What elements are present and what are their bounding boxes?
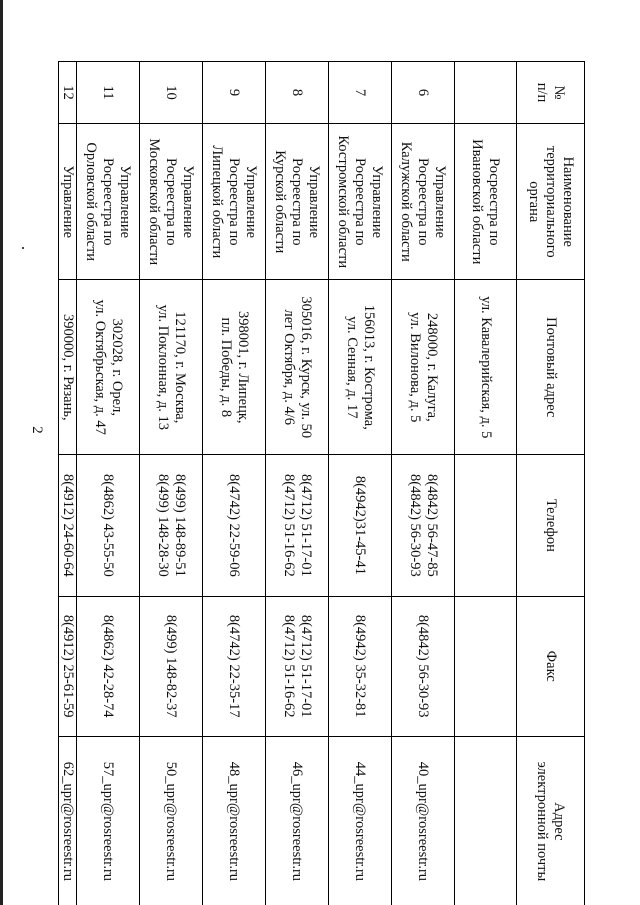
cell-fax-line: 8(4712) 51-16-62 <box>281 614 297 718</box>
cell-authority-name-line: Росреестра по <box>415 157 432 246</box>
cell-email <box>59 736 77 905</box>
cell-postal-address-line: ул. Сенная, д. 17 <box>344 316 360 419</box>
cell-authority-name <box>455 124 517 280</box>
cell-fax <box>266 596 329 736</box>
cell-number-text: 7 <box>352 88 369 97</box>
cell-number-text: 8 <box>289 88 306 97</box>
cell-authority-name-line: Липецкой области <box>209 145 226 259</box>
cell-authority-name-line: Росреестра по <box>100 157 117 246</box>
cell-authority-name <box>392 124 455 280</box>
header-phone: Телефон <box>517 455 585 596</box>
cell-postal-address-line: 398001, г. Липецк, <box>235 311 251 424</box>
cell-fax <box>77 596 140 736</box>
cell-fax-line: 8(499) 148-82-37 <box>163 614 180 718</box>
cell-email-text: 50_upr@rosreestr.ru <box>163 761 180 882</box>
cell-authority-name-line: Росреестра по <box>289 157 306 246</box>
cell-email <box>392 736 455 905</box>
table-row <box>203 62 266 905</box>
cell-authority-name <box>266 124 329 280</box>
cell-postal-address <box>329 280 392 455</box>
table-row <box>59 62 77 905</box>
cell-authority-name-line: Орловской области <box>83 142 100 262</box>
cell-postal-address-line: лет Октября, д. 4/6 <box>281 309 297 426</box>
table-row <box>140 62 203 905</box>
cell-number <box>266 62 329 124</box>
cell-number <box>77 62 140 124</box>
cell-email-text: 44_upr@rosreestr.ru <box>352 761 369 882</box>
cell-phone <box>59 455 77 596</box>
cell-authority-name <box>59 124 77 280</box>
cell-authority-name-line: Управление <box>180 165 197 239</box>
cell-phone-line: 8(4742) 22-59-06 <box>226 474 243 577</box>
header-email: Адрес электронной почты <box>517 736 585 905</box>
table-row <box>77 62 140 905</box>
cell-postal-address-line: пл. Победы, д. 8 <box>218 317 234 418</box>
rotated-table-container <box>58 61 585 905</box>
cell-fax <box>455 596 517 736</box>
cell-fax-line: 8(4942) 35-32-81 <box>352 614 369 718</box>
cell-email-text: 46_upr@rosreestr.ru <box>289 761 306 882</box>
cell-authority-name-line: Росреестра по <box>163 157 180 246</box>
page-number: 2 <box>29 426 45 434</box>
table-row <box>329 62 392 905</box>
cell-postal-address-line: 305016, г. Курск, ул. 50 <box>298 296 314 439</box>
table-row <box>392 62 455 905</box>
cell-number <box>59 62 77 124</box>
cell-fax-line: 8(4842) 56-30-93 <box>415 614 432 718</box>
cell-phone-line: 8(4712) 51-17-01 <box>298 474 314 577</box>
cell-authority-name <box>329 124 392 280</box>
cell-postal-address-line: ул. Вилонова, д. 5 <box>407 312 423 423</box>
cell-phone <box>77 455 140 596</box>
scan-edge-line <box>0 0 3 905</box>
header-fax: Факс <box>517 596 585 736</box>
cell-postal-address-line: 302028, г. Орел, <box>109 318 125 416</box>
cell-phone <box>392 455 455 596</box>
cell-email <box>203 736 266 905</box>
header-authority-name: Наименование территориального органа <box>517 124 585 280</box>
cell-postal-address-line: ул. Кавалерийская, д. 5 <box>478 296 494 439</box>
cell-authority-name <box>77 124 140 280</box>
cell-authority-name-line: Управление <box>369 165 386 239</box>
cell-authority-name-line: Росреестра по <box>352 157 369 246</box>
cell-postal-address-line: 248000, г. Калуга, <box>424 312 440 422</box>
table-row <box>266 62 329 905</box>
cell-authority-name-line: Калужской области <box>398 141 415 262</box>
cell-postal-address <box>59 280 77 455</box>
cell-email-text: 62_upr@rosreestr.ru <box>60 761 76 882</box>
cell-number-text: 6 <box>415 88 432 97</box>
cell-phone-line: 8(4942)31-45-41 <box>352 475 369 575</box>
cell-email <box>77 736 140 905</box>
cell-authority-name-line: Управление <box>117 165 134 239</box>
cell-number-text: 9 <box>226 88 243 97</box>
cell-number-text: 10 <box>163 85 180 100</box>
cell-phone-line: 8(4842) 56-47-85 <box>424 474 440 577</box>
cell-email-text: 48_upr@rosreestr.ru <box>226 761 243 882</box>
cell-email <box>140 736 203 905</box>
cell-authority-name-line: Управление <box>306 165 323 239</box>
cell-fax-line: 8(4912) 25-61-59 <box>60 614 76 718</box>
cell-authority-name-line: Управление <box>432 165 449 239</box>
cell-authority-name-line: Управление <box>60 165 76 239</box>
cell-postal-address-line: 390000, г. Рязань, <box>60 313 76 421</box>
cell-phone <box>266 455 329 596</box>
cell-fax-line: 8(4862) 42-28-74 <box>100 614 117 718</box>
header-row <box>517 62 585 905</box>
contacts-table <box>58 61 585 905</box>
cell-postal-address-line: ул. Поклонная, д. 13 <box>155 304 171 430</box>
cell-fax <box>203 596 266 736</box>
cell-number-text: 11 <box>100 85 117 100</box>
cell-phone-line: 8(499) 148-28-30 <box>155 474 171 577</box>
cell-phone-line: 8(4862) 43-55-50 <box>100 474 117 577</box>
cell-email-text: 57_upr@rosreestr.ru <box>100 761 117 882</box>
cell-number-text: 12 <box>60 85 76 100</box>
cell-postal-address-line: ул. Октябрьская, д. 47 <box>92 299 108 435</box>
cell-authority-name-line: Костромской области <box>335 135 352 269</box>
cell-phone <box>140 455 203 596</box>
cell-fax <box>392 596 455 736</box>
cell-postal-address <box>77 280 140 455</box>
cell-fax <box>329 596 392 736</box>
cell-fax <box>59 596 77 736</box>
cell-email-text: 40_upr@rosreestr.ru <box>415 761 432 882</box>
cell-number <box>140 62 203 124</box>
cell-phone <box>455 455 517 596</box>
cell-email <box>455 736 517 905</box>
cell-authority-name-line: Московской области <box>146 138 163 266</box>
cell-number <box>203 62 266 124</box>
cell-postal-address <box>392 280 455 455</box>
scan-speck <box>22 247 24 249</box>
cell-authority-name-line: Росреестра по <box>226 157 243 246</box>
cell-email <box>329 736 392 905</box>
cell-postal-address-line: 156013, г. Кострома, <box>361 304 377 430</box>
cell-postal-address <box>203 280 266 455</box>
cell-number <box>455 62 517 124</box>
table-frame <box>58 0 585 905</box>
cell-phone <box>329 455 392 596</box>
cell-authority-name-line: Курской области <box>272 150 289 254</box>
cell-authority-name-line: Росреестра по <box>486 157 503 246</box>
cell-authority-name <box>140 124 203 280</box>
cell-phone-line: 8(4912) 24-60-64 <box>60 474 76 577</box>
cell-authority-name-line: Управление <box>243 165 260 239</box>
cell-phone-line: 8(4842) 56-30-93 <box>407 474 423 577</box>
cell-number <box>392 62 455 124</box>
cell-postal-address <box>266 280 329 455</box>
cell-postal-address <box>455 280 517 455</box>
cell-fax-line: 8(4742) 22-35-17 <box>226 614 243 718</box>
header-postal-address: Почтовый адрес <box>517 280 585 455</box>
cell-phone-line: 8(499) 148-89-51 <box>172 474 188 577</box>
cell-email <box>266 736 329 905</box>
cell-phone-line: 8(4712) 51-16-62 <box>281 474 297 577</box>
cell-authority-name-line: Ивановской области <box>469 139 486 265</box>
cell-postal-address <box>140 280 203 455</box>
cell-postal-address-line: 121170, г. Москва, <box>172 311 188 424</box>
table-row <box>455 62 517 905</box>
cell-number <box>329 62 392 124</box>
cell-authority-name <box>203 124 266 280</box>
cell-phone <box>203 455 266 596</box>
cell-fax-line: 8(4712) 51-17-01 <box>298 614 314 718</box>
header-number: № п/п <box>517 62 585 124</box>
cell-fax <box>140 596 203 736</box>
